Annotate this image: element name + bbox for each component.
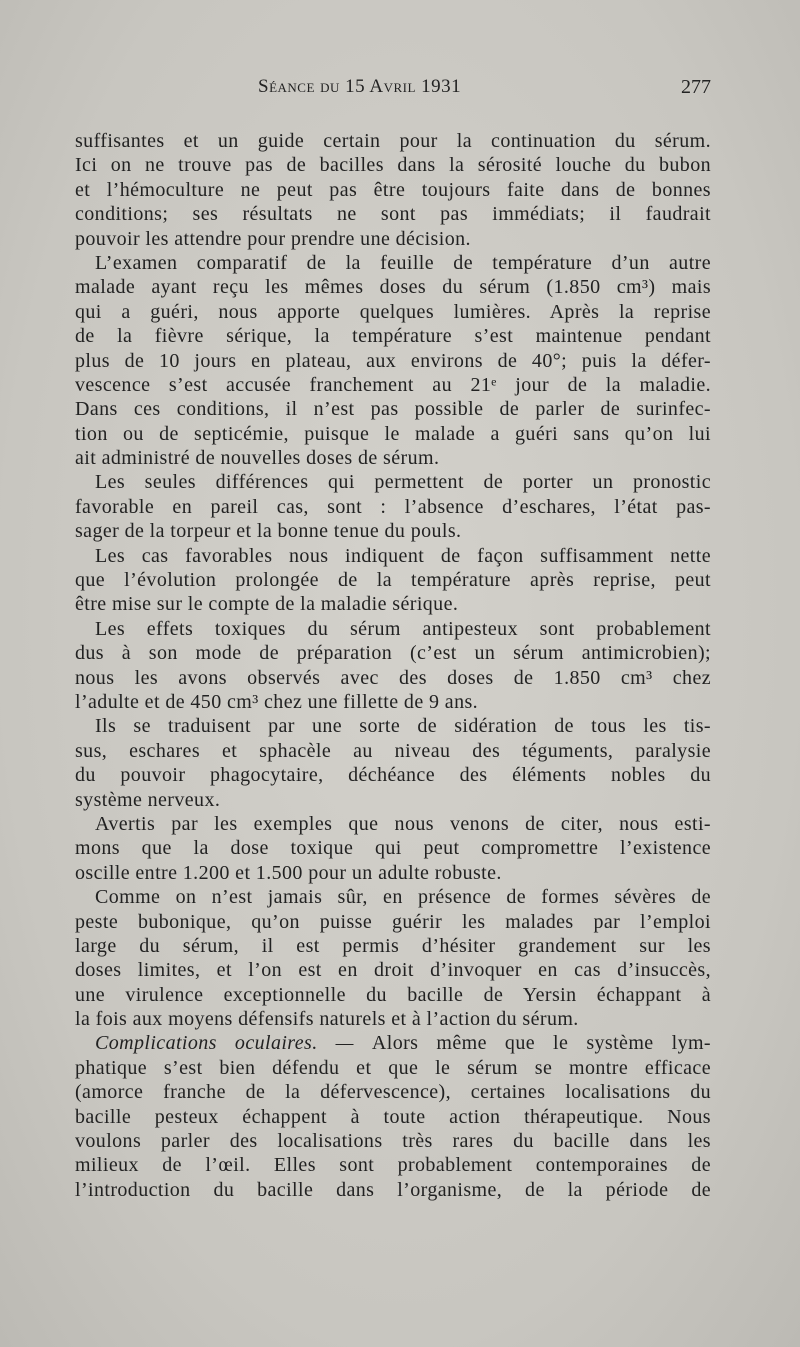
text-line	[75, 617, 711, 641]
text-line	[75, 300, 711, 324]
text-line	[75, 812, 711, 836]
text-line-content: bacille pesteux échappent à toute action thérapeutique. Nous	[75, 1105, 711, 1128]
text-line	[75, 1080, 711, 1104]
text-line-content: conditions; ses résultats ne sont pas immédiats; il faudrait	[75, 203, 711, 226]
text-line-content: plus de 10 jours en plateau, aux environs de 40°; puis la défer-	[75, 349, 711, 372]
text-line	[75, 519, 711, 543]
text-line-content: vescence s’est accusée franchement au 21ᵉ jour de la maladie.	[75, 373, 711, 396]
text-line	[75, 202, 711, 226]
text-line-content: suffisantes et un guide certain pour la continuation du sérum.	[75, 130, 711, 152]
text-line	[75, 227, 711, 251]
text-line	[75, 470, 711, 494]
text-line-content: oscille entre 1.200 et 1.500 pour un adulte robuste.	[75, 861, 502, 884]
text-line-content: L’examen comparatif de la feuille de température d’un autre	[95, 251, 711, 274]
text-line-content: qui a guéri, nous apporte quelques lumières. Après la reprise	[75, 300, 711, 323]
text-line-content: malade ayant reçu les mêmes doses du sérum (1.850 cm³) mais	[75, 276, 711, 299]
text-line-content: la fois aux moyens défensifs naturels et à l’action du sérum.	[75, 1008, 579, 1031]
text-line-content: système nerveux.	[75, 788, 221, 811]
text-line-content: Dans ces conditions, il n’est pas possible de parler de surinfec-	[75, 398, 711, 421]
text-line	[75, 324, 711, 348]
text-line-content: Alors même que le système lym-	[371, 1032, 711, 1055]
text-line	[75, 446, 711, 470]
text-line-content: être mise sur le compte de la maladie sérique.	[75, 593, 459, 616]
running-title: Séance du 15 Avril 1931	[258, 76, 462, 97]
text-line	[75, 666, 711, 690]
text-line	[75, 910, 711, 934]
text-line	[75, 153, 711, 177]
text-line	[75, 763, 711, 787]
text-line	[75, 958, 711, 982]
text-line	[75, 641, 711, 665]
text-line	[75, 251, 711, 275]
text-line	[75, 568, 711, 592]
text-line	[75, 373, 711, 397]
text-line-content: milieux de l’œil. Elles sont probablement contemporaines de	[75, 1154, 711, 1177]
text-line	[75, 1056, 711, 1080]
text-line-content: Ils se traduisent par une sorte de sidération de tous les tis-	[95, 715, 711, 738]
text-line-content: peste bubonique, qu’on puisse guérir les malades par l’emploi	[75, 910, 711, 933]
text-line	[75, 129, 711, 153]
body-text	[75, 129, 711, 1202]
text-line	[75, 861, 711, 885]
text-line	[75, 349, 711, 373]
text-line	[75, 495, 711, 519]
text-line-content: Les effets toxiques du sérum antipesteux sont probablement	[95, 617, 711, 640]
section-heading: Complications oculaires. —	[95, 1032, 372, 1055]
text-line-content: large du sérum, il est permis d’hésiter grandement sur les	[75, 934, 711, 957]
page-number: 277	[681, 76, 711, 98]
text-line	[75, 275, 711, 299]
text-line	[75, 885, 711, 909]
text-line-content: l’introduction du bacille dans l’organisme, de la période de	[75, 1178, 711, 1201]
page-header	[75, 76, 711, 102]
text-line	[75, 178, 711, 202]
text-line	[75, 788, 711, 812]
text-line-content: une virulence exceptionnelle du bacille de Yersin échappant à	[75, 983, 711, 1006]
text-line	[75, 397, 711, 421]
text-line-content: (amorce franche de la défervescence), certaines localisations du	[75, 1081, 711, 1104]
text-line	[75, 983, 711, 1007]
text-line	[75, 714, 711, 738]
text-line	[75, 422, 711, 446]
text-line	[75, 934, 711, 958]
text-line	[75, 739, 711, 763]
text-line-content: Ici on ne trouve pas de bacilles dans la sérosité louche du bubon	[75, 154, 711, 177]
text-line-content: voulons parler des localisations très rares du bacille dans les	[75, 1130, 711, 1153]
text-line	[75, 1007, 711, 1031]
text-line-content: sus, eschares et sphacèle au niveau des téguments, paralysie	[75, 739, 711, 762]
text-line-content: mons que la dose toxique qui peut compromettre l’existence	[75, 837, 711, 860]
text-line-content: Les seules différences qui permettent de porter un pronostic	[95, 471, 711, 494]
text-line	[75, 1153, 711, 1177]
text-line-content: de la fièvre sérique, la température s’est maintenue pendant	[75, 325, 711, 348]
text-line	[75, 592, 711, 616]
text-line	[75, 544, 711, 568]
text-line	[75, 1105, 711, 1129]
text-line-content: Comme on n’est jamais sûr, en présence de formes sévères de	[95, 886, 711, 909]
text-line	[75, 690, 711, 714]
text-line-content: et l’hémoculture ne peut pas être toujours faite dans de bonnes	[75, 178, 711, 201]
text-line-content: l’adulte et de 450 cm³ chez une fillette de 9 ans.	[75, 690, 479, 713]
text-line-content: Les cas favorables nous indiquent de façon suffisamment nette	[95, 544, 711, 567]
text-line-content: dus à son mode de préparation (c’est un sérum antimicrobien);	[75, 642, 711, 665]
text-line	[75, 1129, 711, 1153]
text-line-content: ait administré de nouvelles doses de sérum.	[75, 447, 440, 470]
text-line	[75, 1031, 711, 1055]
text-line-content: Avertis par les exemples que nous venons de citer, nous esti-	[95, 812, 711, 835]
text-line-content: sager de la torpeur et la bonne tenue du pouls.	[75, 520, 462, 543]
text-line-content: pouvoir les attendre pour prendre une décision.	[75, 227, 471, 250]
text-line	[75, 836, 711, 860]
text-line-content: favorable en pareil cas, sont : l’absence d’eschares, l’état pas-	[75, 495, 711, 518]
text-line-content: phatique s’est bien défendu et que le sérum se montre efficace	[75, 1056, 711, 1079]
text-line-content: du pouvoir phagocytaire, déchéance des éléments nobles du	[75, 764, 711, 787]
text-line-content: nous les avons observés avec des doses de 1.850 cm³ chez	[75, 666, 711, 689]
text-line	[75, 1178, 711, 1202]
text-line-content: que l’évolution prolongée de la température après reprise, peut	[75, 569, 711, 592]
text-line-content: tion ou de septicémie, puisque le malade a guéri sans qu’on lui	[75, 422, 711, 445]
text-line-content: doses limites, et l’on est en droit d’invoquer en cas d’insuccès,	[75, 959, 711, 982]
